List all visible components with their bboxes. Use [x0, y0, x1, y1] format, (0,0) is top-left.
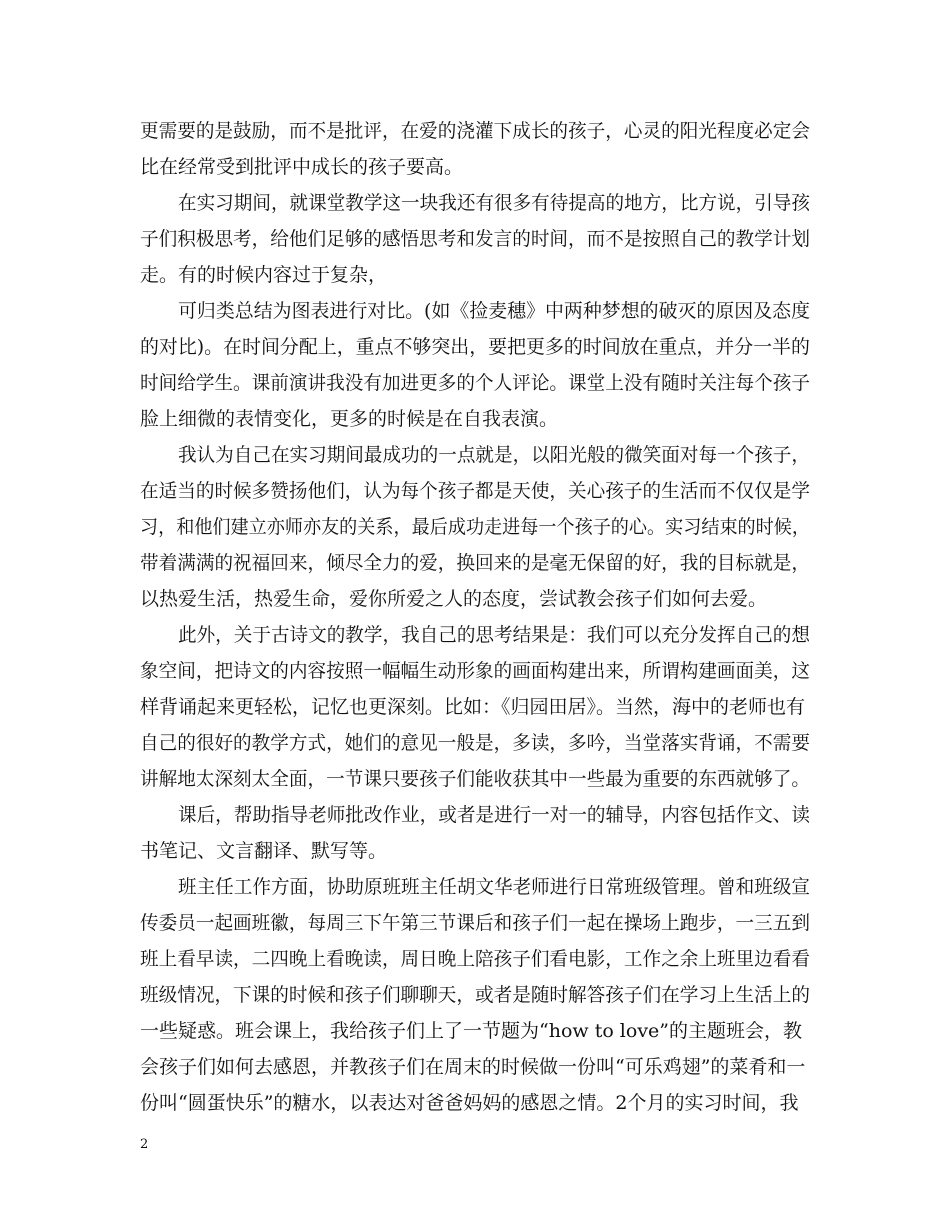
line-text: 更需要的是鼓励，而不是批评，在爱的浇灌下成长的孩子，心灵的阳光程度必定会 — [140, 120, 810, 142]
text-line — [0, 797, 950, 833]
text-line — [0, 329, 950, 365]
text-line — [0, 185, 950, 221]
text-line — [0, 653, 950, 689]
line-text: 在适当的时候多赞扬他们，认为每个孩子都是天使，关心孩子的生活而不仅仅是学 — [140, 480, 810, 502]
line-text: 我认为自己在实习期间最成功的一点就是，以阳光般的微笑面对每一个孩子， — [178, 444, 810, 466]
text-line — [0, 437, 950, 473]
line-text: 比在经常受到批评中成长的孩子要高。 — [140, 156, 464, 178]
text-line — [0, 365, 950, 401]
line-text: 份叫“圆蛋快乐”的糖水，以表达对爸爸妈妈的感恩之情。2个月的实习时间，我 — [140, 1092, 799, 1114]
text-line — [0, 293, 950, 329]
page-number: 2 — [140, 1137, 149, 1152]
text-line — [0, 257, 950, 293]
line-text: 班主任工作方面，协助原班班主任胡文华老师进行日常班级管理。曾和班级宣 — [178, 876, 810, 898]
line-text: 讲解地太深刻太全面，一节课只要孩子们能收获其中一些最为重要的东西就够了。 — [140, 768, 810, 790]
text-line — [0, 113, 950, 149]
text-line — [0, 1049, 950, 1085]
line-text: 一些疑惑。班会课上，我给孩子们上了一节题为“how to love”的主题班会，教 — [140, 1020, 803, 1042]
line-text: 传委员一起画班徽，每周三下午第三节课后和孩子们一起在操场上跑步，一三五到 — [140, 912, 810, 934]
line-text: 习，和他们建立亦师亦友的关系，最后成功走进每一个孩子的心。实习结束的时候， — [140, 516, 810, 538]
line-text: 在实习期间，就课堂教学这一块我还有很多有待提高的地方，比方说，引导孩 — [178, 192, 810, 214]
text-line — [0, 473, 950, 509]
text-line — [0, 833, 950, 869]
line-text: 会孩子们如何去感恩，并教孩子们在周末的时候做一份叫“可乐鸡翅”的菜肴和一 — [140, 1056, 806, 1078]
line-text: 子们积极思考，给他们足够的感悟思考和发言的时间，而不是按照自己的教学计划 — [140, 228, 810, 250]
text-line — [0, 869, 950, 905]
text-line — [0, 941, 950, 977]
line-text: 班级情况，下课的时候和孩子们聊聊天，或者是随时解答孩子们在学习上生活上的 — [140, 984, 810, 1006]
text-line — [0, 221, 950, 257]
line-text: 走。有的时候内容过于复杂， — [140, 264, 388, 286]
text-line — [0, 761, 950, 797]
line-text: 课后，帮助指导老师批改作业，或者是进行一对一的辅导，内容包括作文、读 — [178, 804, 810, 826]
text-line — [0, 1013, 950, 1049]
text-line — [0, 545, 950, 581]
line-text: 象空间，把诗文的内容按照一幅幅生动形象的画面构建出来，所谓构建画面美，这 — [140, 660, 810, 682]
line-text: 书笔记、文言翻译、默写等。 — [140, 840, 388, 862]
text-line — [0, 905, 950, 941]
line-text: 样背诵起来更轻松，记忆也更深刻。比如：《归园田居》。当然，海中的老师也有 — [140, 696, 806, 718]
line-text: 以热爱生活，热爱生命，爱你所爱之人的态度，尝试教会孩子们如何去爱。 — [140, 588, 768, 610]
line-text: 时间给学生。课前演讲我没有加进更多的个人评论。课堂上没有随时关注每个孩子 — [140, 372, 810, 394]
line-text: 脸上细微的表情变化，更多的时候是在自我表演。 — [140, 408, 559, 430]
text-line — [0, 149, 950, 185]
text-line — [0, 401, 950, 437]
text-line — [0, 509, 950, 545]
text-line — [0, 689, 950, 725]
line-text: 带着满满的祝福回来，倾尽全力的爱，换回来的是毫无保留的好，我的目标就是， — [140, 552, 810, 574]
text-line — [0, 1085, 950, 1121]
line-text: 班上看早读，二四晚上看晚读，周日晚上陪孩子们看电影，工作之余上班里边看看 — [140, 948, 810, 970]
text-line — [0, 977, 950, 1013]
text-line — [0, 617, 950, 653]
text-line — [0, 725, 950, 761]
line-text: 此外，关于古诗文的教学，我自己的思考结果是：我们可以充分发挥自己的想 — [178, 624, 810, 646]
line-text: 的对比)。在时间分配上，重点不够突出，要把更多的时间放在重点，并分一半的 — [140, 336, 810, 358]
line-text: 自己的很好的教学方式，她们的意见一般是，多读，多吟，当堂落实背诵，不需要 — [140, 732, 810, 754]
line-text: 可归类总结为图表进行对比。(如《捡麦穗》中两种梦想的破灭的原因及态度 — [178, 300, 810, 322]
text-line — [0, 581, 950, 617]
